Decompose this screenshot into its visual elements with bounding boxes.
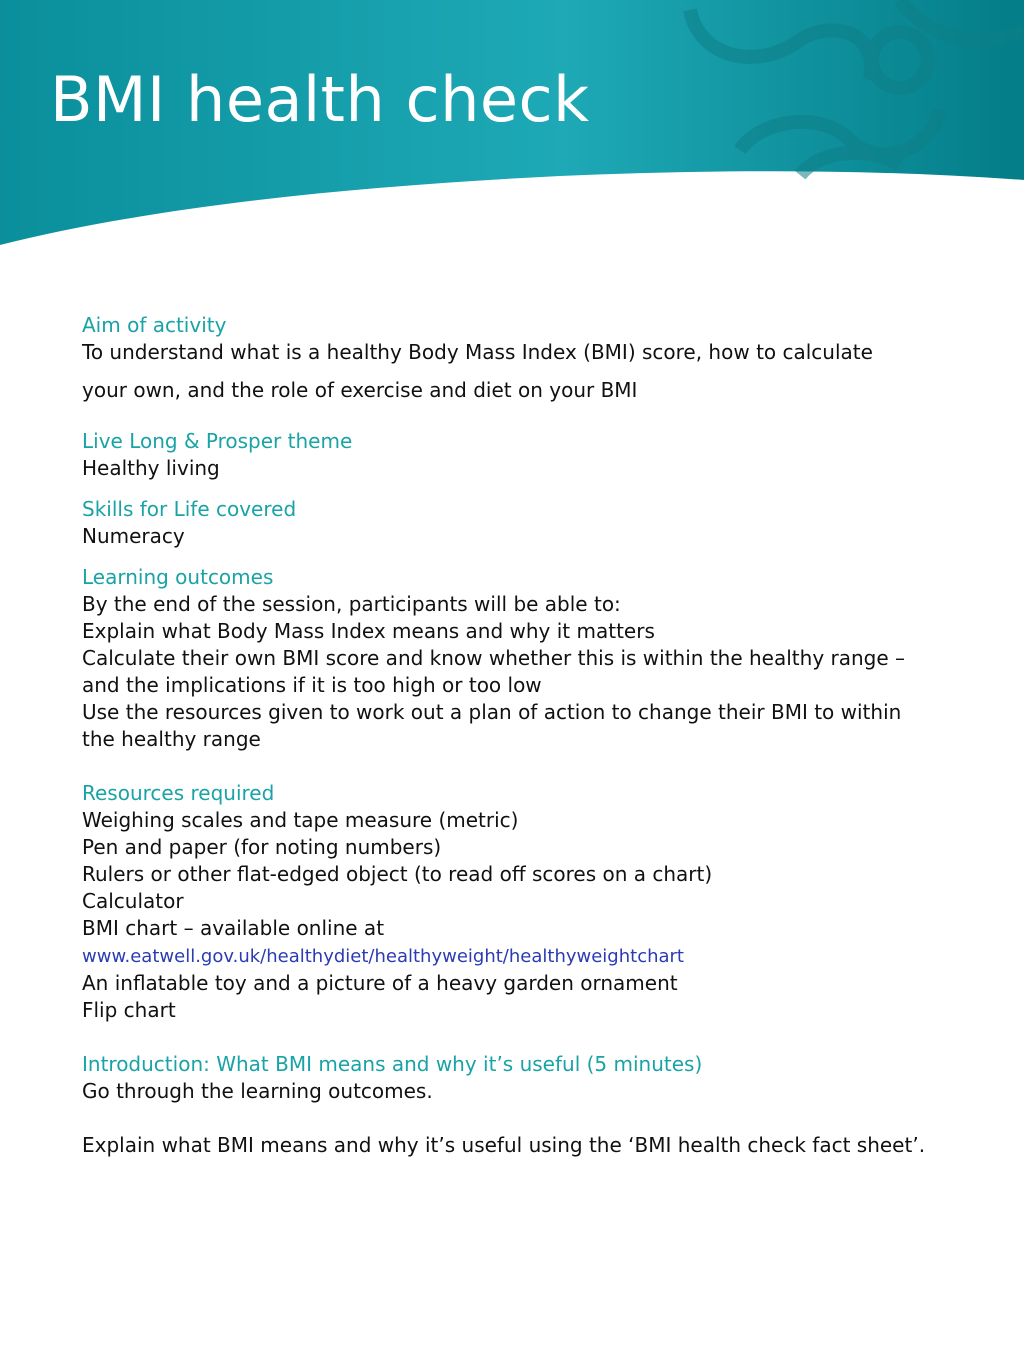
aim-text-line-2: your own, and the role of exercise and diet on your BMI <box>82 378 638 402</box>
resource-item: Pen and paper (for noting numbers) <box>82 835 442 859</box>
resource-item: BMI chart – available online at <box>82 916 385 940</box>
outcome-item: Explain what Body Mass Index means and why it matters <box>82 619 655 643</box>
skills-heading: Skills for Life covered <box>82 497 297 521</box>
document-body <box>82 312 962 1159</box>
resource-item: Flip chart <box>82 998 176 1022</box>
bmi-chart-link[interactable]: www.eatwell.gov.uk/healthydiet/healthyweight/healthyweightchart <box>82 946 684 967</box>
resource-item: An inflatable toy and a picture of a heavy garden ornament <box>82 971 678 995</box>
resource-item: Calculator <box>82 889 184 913</box>
skills-text: Numeracy <box>82 524 185 548</box>
resource-item: Rulers or other flat-edged object (to read off scores on a chart) <box>82 862 713 886</box>
introduction-text-2: Explain what BMI means and why it’s useful using the ‘BMI health check fact sheet’. <box>82 1133 926 1157</box>
resources-heading: Resources required <box>82 781 275 805</box>
introduction-heading: Introduction: What BMI means and why it’s useful (5 minutes) <box>82 1052 703 1076</box>
outcome-item: Calculate their own BMI score and know whether this is within the healthy range – and the implications if it is too high or too low <box>82 646 906 697</box>
outcomes-heading: Learning outcomes <box>82 565 274 589</box>
resource-item: Weighing scales and tape measure (metric) <box>82 808 519 832</box>
outcome-item: Use the resources given to work out a plan of action to change their BMI to within the healthy range <box>82 700 902 751</box>
outcomes-intro: By the end of the session, participants will be able to: <box>82 592 621 616</box>
page-title: BMI health check <box>50 63 590 136</box>
aim-heading: Aim of activity <box>82 313 227 337</box>
theme-heading: Live Long & Prosper theme <box>82 429 353 453</box>
introduction-text-1: Go through the learning outcomes. <box>82 1079 433 1103</box>
aim-text-line-1: To understand what is a healthy Body Mass Index (BMI) score, how to calculate <box>82 340 873 364</box>
theme-text: Healthy living <box>82 456 220 480</box>
